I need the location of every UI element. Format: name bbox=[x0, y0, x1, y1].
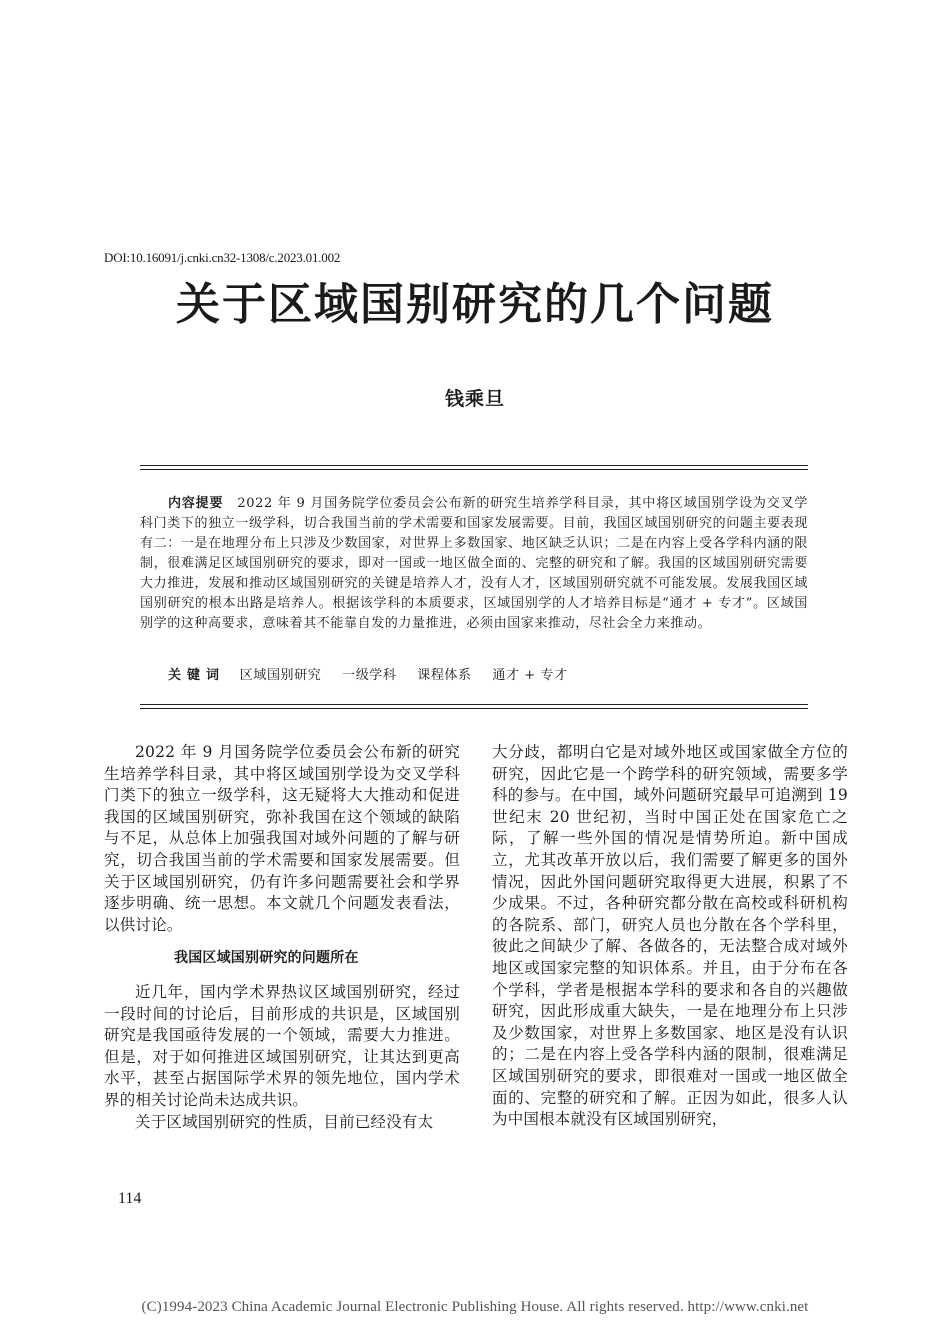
keyword: 课程体系 bbox=[417, 668, 472, 683]
section-heading: 我国区域国别研究的问题所在 bbox=[174, 950, 359, 967]
abstract-label: 内容提要 bbox=[168, 496, 224, 511]
keywords bbox=[168, 664, 584, 683]
divider bbox=[140, 469, 808, 470]
left-column bbox=[104, 742, 460, 1133]
keyword: 区域国别研究 bbox=[239, 668, 322, 683]
body-paragraph: 大分歧，都明白它是对域外地区或国家做全方位的研究，因此它是一个跨学科的研究领域，需要多学科的参与。在中国，域外问题研究最早可追溯到 19 世纪末 20 世纪初，当时中国正处在国家危亡之际，了解一些外国的情况是情势所迫。新中国成立，尤其改革开放以后，我们需要了解更多的国外情况，因此外国问题研究取得更大进展，积累了不少成果。不过，各种研究都分散在高校或科研机构的各院系、部门，研究人员也分散在各个学科里，彼此之间缺少了解、各做各的，无法整合成对域外地区或国家完整的知识体系。并且，由于分布在各个学科，学者是根据本学科的要求和各自的兴趣做研究，因此形成重大缺失，一是在地理分布上只涉及少数国家，对世界上多数国家、地区是没有认识的；二是在内容上受各学科内涵的限制，很难满足区域国别研究的要求，即很难对一国或一地区做全面的、完整的研究和了解。正因为如此，很多人认为中国根本就没有区域国别研究， bbox=[492, 743, 848, 1129]
article-title: 关于区域国别研究的几个问题 bbox=[176, 279, 774, 330]
intro-paragraph: 2022 年 9 月国务院学位委员会公布新的研究生培养学科目录，其中将区域国别学设为交叉学科门类下的独立一级学科，这无疑将大大推动和促进我国的区域国别研究，弥补我国在这个领域的缺陷与不足，从总体上加强我国对域外问题的了解与研究，切合我国当前的学术需要和国家发展需要。但关于区域国别研究，仍有许多问题需要社会和学界逐步明确、统一思想。本文就几个问题发表看法，以供讨论。 bbox=[104, 743, 460, 934]
abstract-text: 2022 年 9 月国务院学位委员会公布新的研究生培养学科目录，其中将区域国别学设为交叉学科门类下的独立一级学科，切合我国当前的学术需要和国家发展需要。目前，我国区域国别研究的问题主要表现有二：一是在地理分布上只涉及少数国家，对世界上多数国家、地区缺乏认识；二是在内容上受各学科内涵的限制，很难满足区域国别研究的要求，即对一国或一地区做全面的、完整的研究和了解。我国的区域国别研究需要大力推进，发展和推动区域国别研究的关键是培养人才，没有人才，区域国别研究就不可能发展。发展我国区域国别研究的根本出路是培养人。根据该学科的本质要求，区域国别学的人才培养目标是“通才 + 专才”。区域国别学的这种高要求，意味着其不能靠自发的力量推进，必须由国家来推动，尽社会全力来推动。 bbox=[140, 496, 808, 631]
keyword: 通才 + 专才 bbox=[492, 668, 568, 683]
abstract bbox=[140, 494, 808, 634]
body-paragraph: 近几年，国内学术界热议区域国别研究，经过一段时间的讨论后，目前形成的共识是，区域国别研究是我国亟待发展的一个领域，需要大力推进。但是，对于如何推进区域国别研究，让其达到更高水平，甚至占据国际学术界的领先地位，国内学术界的相关讨论尚未达成共识。 bbox=[104, 982, 460, 1109]
copyright-footer: (C)1994-2023 China Academic Journal Electronic Publishing House. All rights reserved. http://www.cnki.net bbox=[141, 1299, 809, 1315]
page-number: 114 bbox=[118, 1190, 142, 1207]
keywords-label: 关键词 bbox=[168, 668, 226, 683]
body-paragraph: 关于区域国别研究的性质，目前已经没有太 bbox=[135, 1112, 434, 1131]
keyword: 一级学科 bbox=[342, 668, 397, 683]
divider bbox=[140, 704, 808, 705]
right-column bbox=[492, 742, 848, 1131]
divider bbox=[140, 465, 808, 466]
author: 钱乘旦 bbox=[444, 388, 505, 410]
doi: DOI:10.16091/j.cnki.cn32-1308/c.2023.01.002 bbox=[104, 250, 341, 265]
divider bbox=[140, 708, 808, 709]
